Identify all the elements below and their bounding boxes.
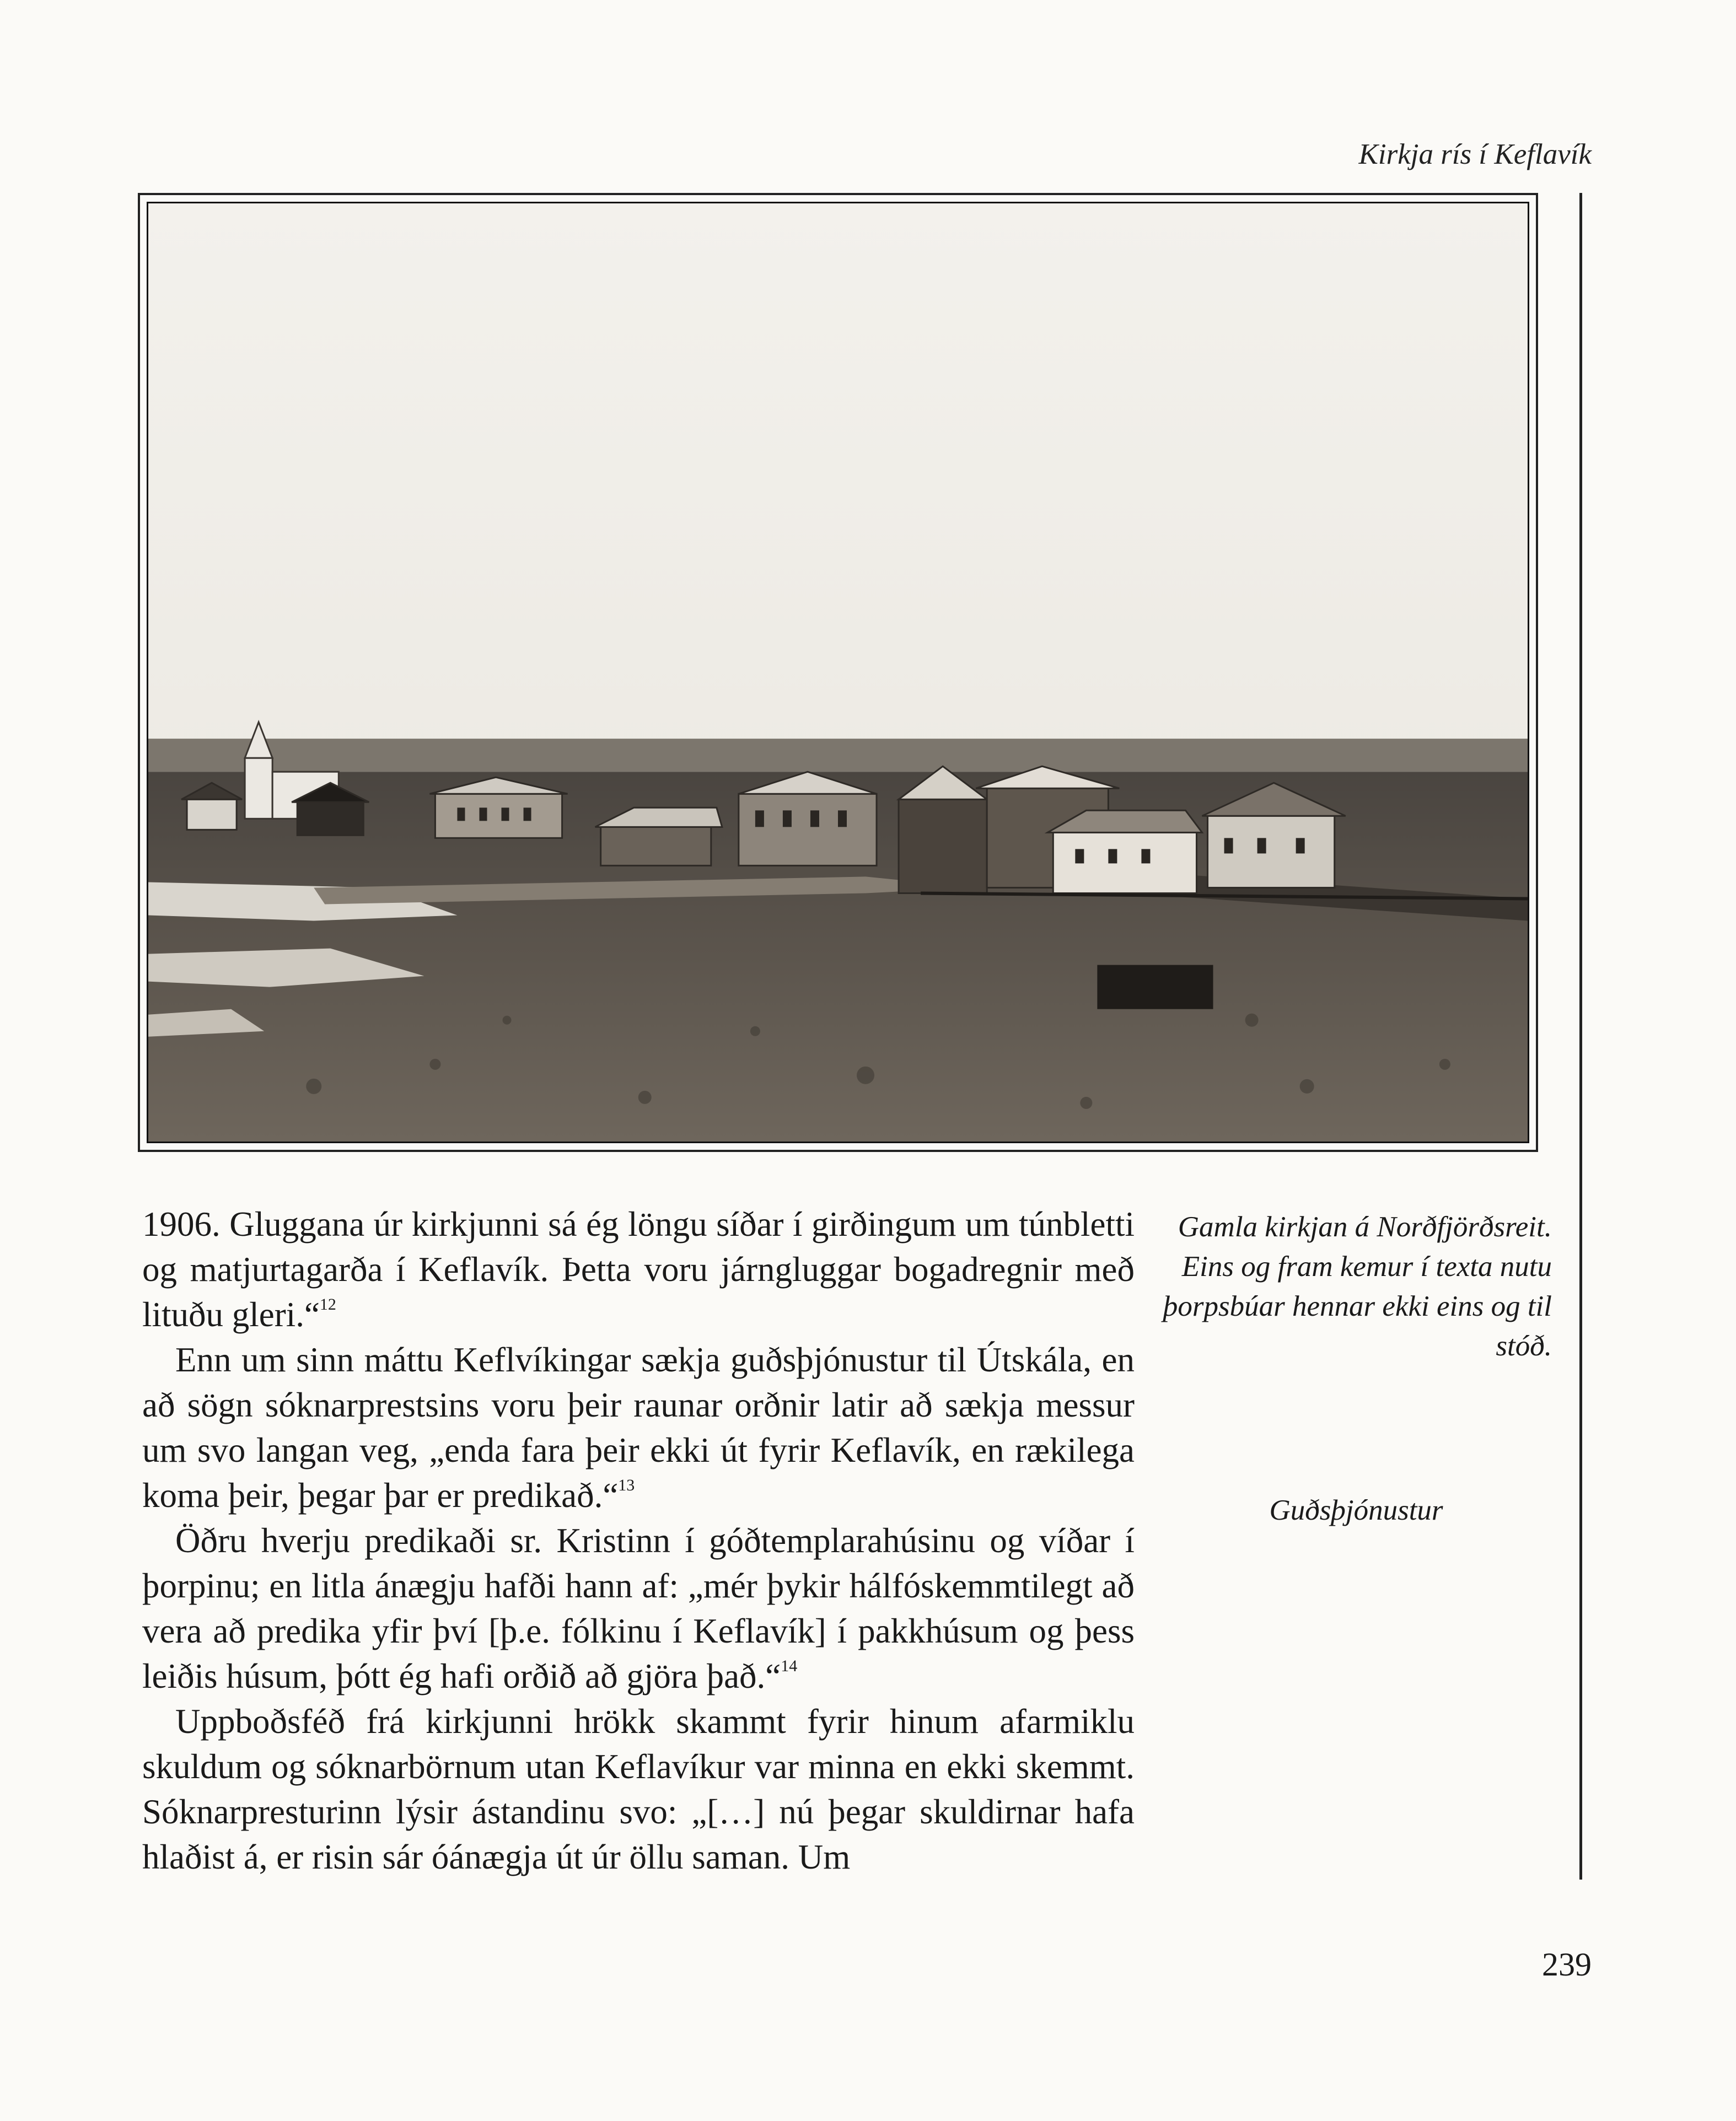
margin-heading: Guðsþjónustur <box>1269 1494 1443 1526</box>
paragraph-text: Uppboðsféð frá kirkjunni hrökk skammt fyrir hinum afarmiklu skuldum og sóknarbörnum utan Keflavíkur var minna en ekki skemmt. Sóknarpresturinn lýsir ástandinu svo: „[…] nú þegar skuldirnar hafa hlaðist á, er risin sár óánægja út úr öllu saman. Um <box>142 1702 1135 1876</box>
running-header: Kirkja rís í Keflavík <box>1358 138 1592 170</box>
footnote-marker: 14 <box>781 1657 798 1675</box>
margin-rule <box>1579 193 1582 1880</box>
footnote-marker: 12 <box>319 1295 336 1313</box>
photo-illustration <box>148 203 1528 1142</box>
body-paragraph <box>142 1202 1135 1337</box>
paragraph-text: Enn um sinn máttu Keflvíkingar sækja guðsþjónustur til Útskála, en að sögn sóknarprestsins voru þeir raunar orðnir latir að sækja messur um svo langan veg, „enda fara þeir ekki út fyrir Keflavík, en rækilega koma þeir, þegar þar er predikað.“ <box>142 1341 1135 1515</box>
photo-frame <box>138 193 1538 1152</box>
body-paragraph <box>142 1699 1135 1880</box>
photo-caption: Gamla kirkjan á Norðfjörðsreit. Eins og fram kemur í texta nutu þorpsbúar hennar ekki eins og til stóð. <box>1163 1211 1552 1362</box>
body-paragraph <box>142 1518 1135 1699</box>
paragraph-text: Öðru hverju predikaði sr. Kristinn í góðtemplarahúsinu og víðar í þorpinu; en litla ánægju hafði hann af: „mér þykir hálfóskemmtilegt að vera að predika yfir því [þ.e. fólkinu í Keflavík] í pakkhúsum og þess leiðis húsum, þótt ég hafi orðið að gjöra það.“ <box>142 1521 1135 1695</box>
footnote-marker: 13 <box>618 1476 635 1494</box>
historical-town-photo <box>147 202 1529 1143</box>
page-number: 239 <box>1542 1946 1592 1983</box>
paragraph-text: 1906. Gluggana úr kirkjunni sá ég löngu síðar í girðingum um túnbletti og matjurtagarða í Keflavík. Þetta voru járngluggar bogadregnir með lituðu gleri.“ <box>142 1205 1135 1334</box>
body-paragraph <box>142 1337 1135 1518</box>
body-text <box>142 1202 1135 1880</box>
